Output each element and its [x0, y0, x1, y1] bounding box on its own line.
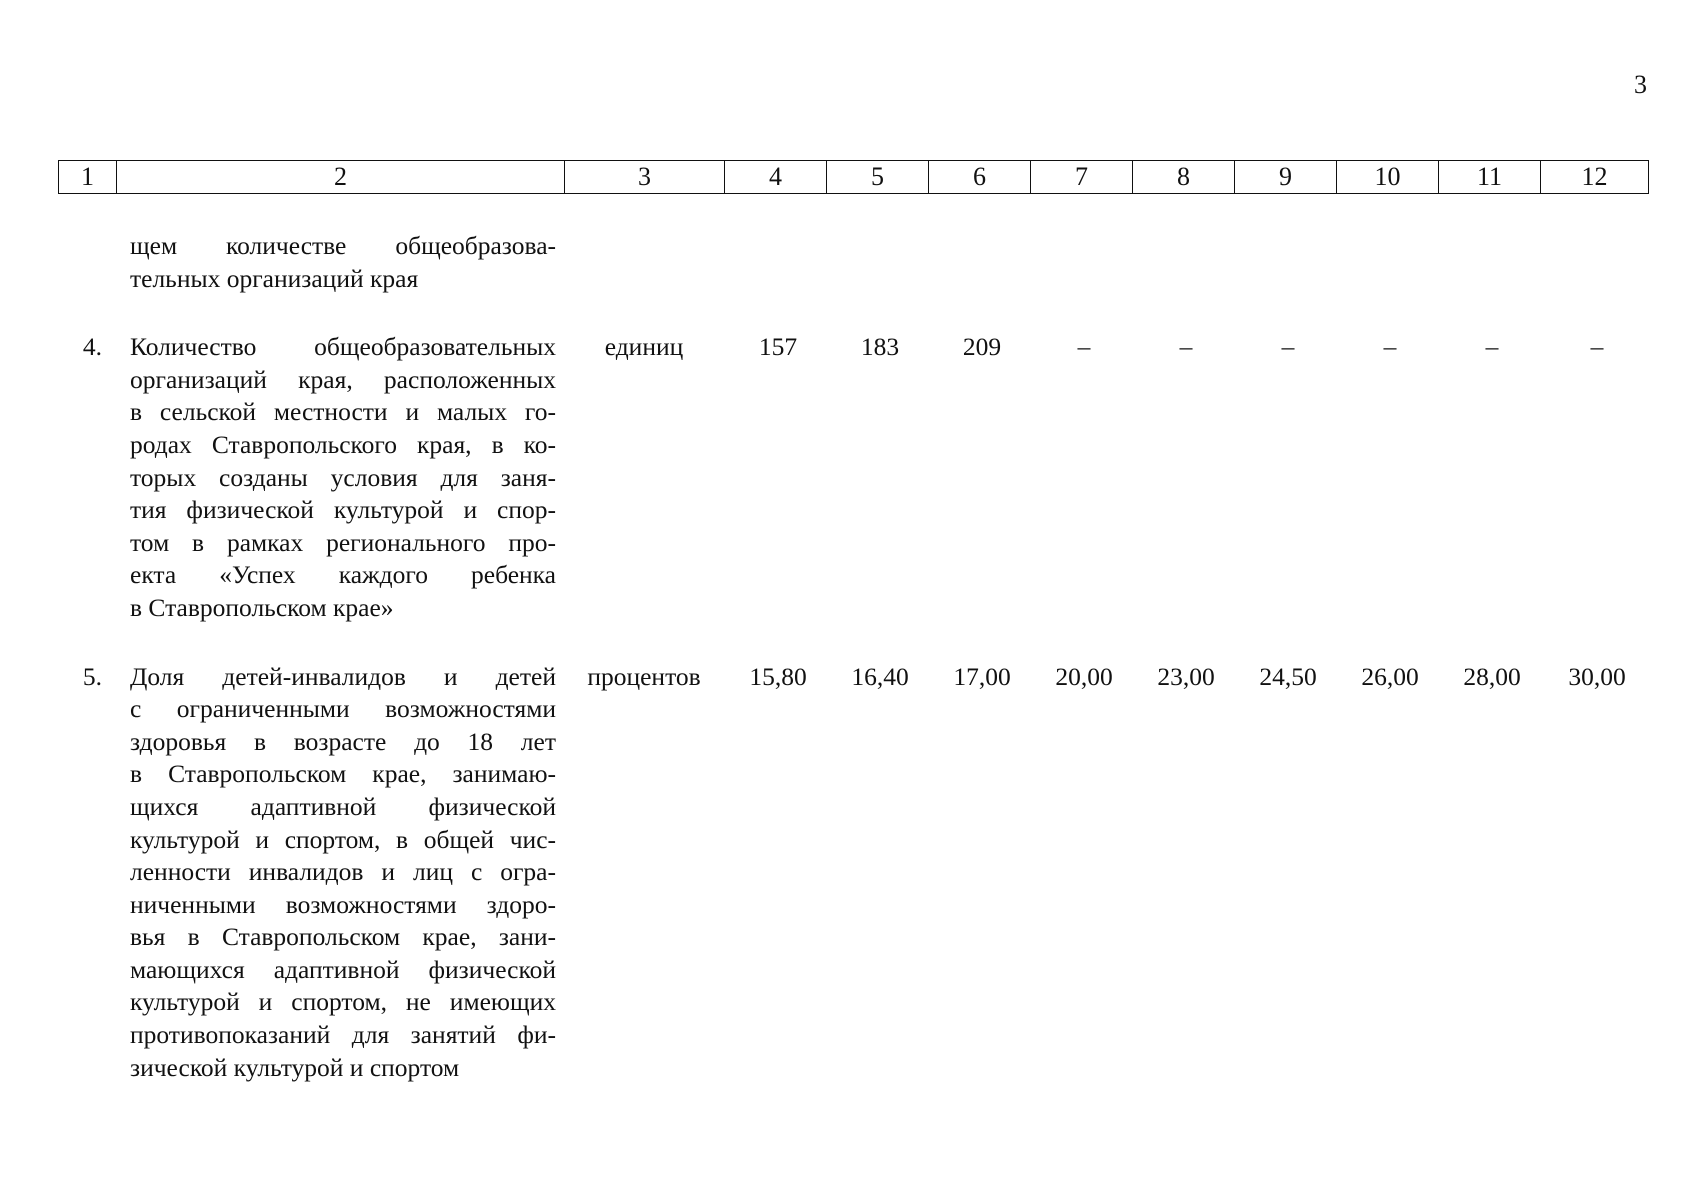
description-line: тельных организаций края	[130, 263, 419, 293]
description-line: мающихся адаптивной физической	[130, 954, 556, 984]
description-line: ленности инвалидов и лиц с огра-	[130, 857, 556, 887]
description-line: организаций края, расположенных	[130, 364, 556, 394]
indicator-table	[58, 230, 1648, 1120]
unit-of-measure	[564, 230, 724, 331]
column-header-4: 4	[725, 161, 827, 194]
column-header-3: 3	[565, 161, 725, 194]
indicator-value: 20,00	[1055, 661, 1113, 691]
indicator-value: –	[1485, 332, 1499, 362]
description-line: культурой и спортом, в общей чис-	[130, 824, 556, 854]
description-line: щихся адаптивной физической	[130, 791, 556, 821]
description-line: здоровья в возрасте до 18 лет	[130, 726, 556, 756]
description-line: торых созданы условия для заня-	[130, 462, 556, 492]
indicator-value: 26,00	[1361, 661, 1419, 691]
description-line: в сельской местности и малых го-	[130, 397, 556, 427]
column-header-row	[58, 160, 1649, 194]
description-line: с ограниченными возможностями	[130, 694, 556, 724]
column-header-11: 11	[1439, 161, 1541, 194]
indicator-value: 24,50	[1259, 661, 1317, 691]
row-number: 5.	[82, 661, 102, 691]
unit-of-measure: единиц	[604, 332, 684, 362]
indicator-value: 209	[962, 332, 1002, 362]
indicator-value	[1540, 230, 1648, 331]
table-row	[58, 331, 1648, 660]
description-line: ниченными возможностями здоро-	[130, 889, 556, 919]
indicator-value: 157	[758, 332, 798, 362]
description-line: Доля детей-инвалидов и детей	[130, 661, 556, 691]
indicator-value: 23,00	[1157, 661, 1215, 691]
column-header-1: 1	[59, 161, 117, 194]
description-line: в Ставропольском крае, занимаю-	[130, 759, 556, 789]
indicator-value	[826, 230, 928, 331]
column-header-2: 2	[117, 161, 565, 194]
row-number: 4.	[82, 332, 102, 362]
column-header-5: 5	[827, 161, 929, 194]
indicator-description	[116, 661, 564, 1121]
description-line: Количество общеобразовательных	[130, 332, 556, 362]
column-header-6: 6	[929, 161, 1031, 194]
description-line: культурой и спортом, не имеющих	[130, 987, 556, 1017]
indicator-value: 16,40	[851, 661, 909, 691]
row-number	[58, 230, 116, 331]
indicator-description	[116, 230, 564, 331]
column-header-9: 9	[1235, 161, 1337, 194]
indicator-value: 15,80	[749, 661, 807, 691]
indicator-value	[1336, 230, 1438, 331]
indicator-value	[1438, 230, 1540, 331]
description-line: тия физической культурой и спор-	[130, 495, 556, 525]
indicator-value: –	[1383, 332, 1397, 362]
indicator-value: –	[1590, 332, 1604, 362]
indicator-value: –	[1077, 332, 1091, 362]
indicator-description	[116, 331, 564, 660]
indicator-value: –	[1281, 332, 1295, 362]
indicator-value	[1234, 230, 1336, 331]
description-line: вья в Ставропольском крае, зани-	[130, 922, 556, 952]
indicator-value	[724, 230, 826, 331]
description-line: екта «Успех каждого ребенка	[130, 560, 556, 590]
indicator-value	[928, 230, 1030, 331]
description-line: том в рамках регионального про-	[130, 527, 556, 557]
column-header-8: 8	[1133, 161, 1235, 194]
table-row	[58, 661, 1648, 1121]
table-row	[58, 230, 1648, 331]
description-line: щем количестве общеобразова-	[130, 231, 556, 260]
indicator-value	[1132, 230, 1234, 331]
column-header-10: 10	[1337, 161, 1439, 194]
indicator-value: 17,00	[953, 661, 1011, 691]
description-line: в Ставропольском крае»	[130, 592, 394, 622]
indicator-value	[1030, 230, 1132, 331]
indicator-value: 30,00	[1568, 661, 1626, 691]
description-line: зической культурой и спортом	[130, 1052, 460, 1082]
indicator-value: 28,00	[1463, 661, 1521, 691]
description-line: противопоказаний для занятий фи-	[130, 1020, 556, 1050]
page-number: 3	[1634, 70, 1647, 99]
unit-of-measure: процентов	[587, 661, 701, 691]
indicator-value: –	[1179, 332, 1193, 362]
column-header-12: 12	[1541, 161, 1649, 194]
column-header-7: 7	[1031, 161, 1133, 194]
description-line: родах Ставропольского края, в ко-	[130, 429, 556, 459]
indicator-value: 183	[860, 332, 900, 362]
